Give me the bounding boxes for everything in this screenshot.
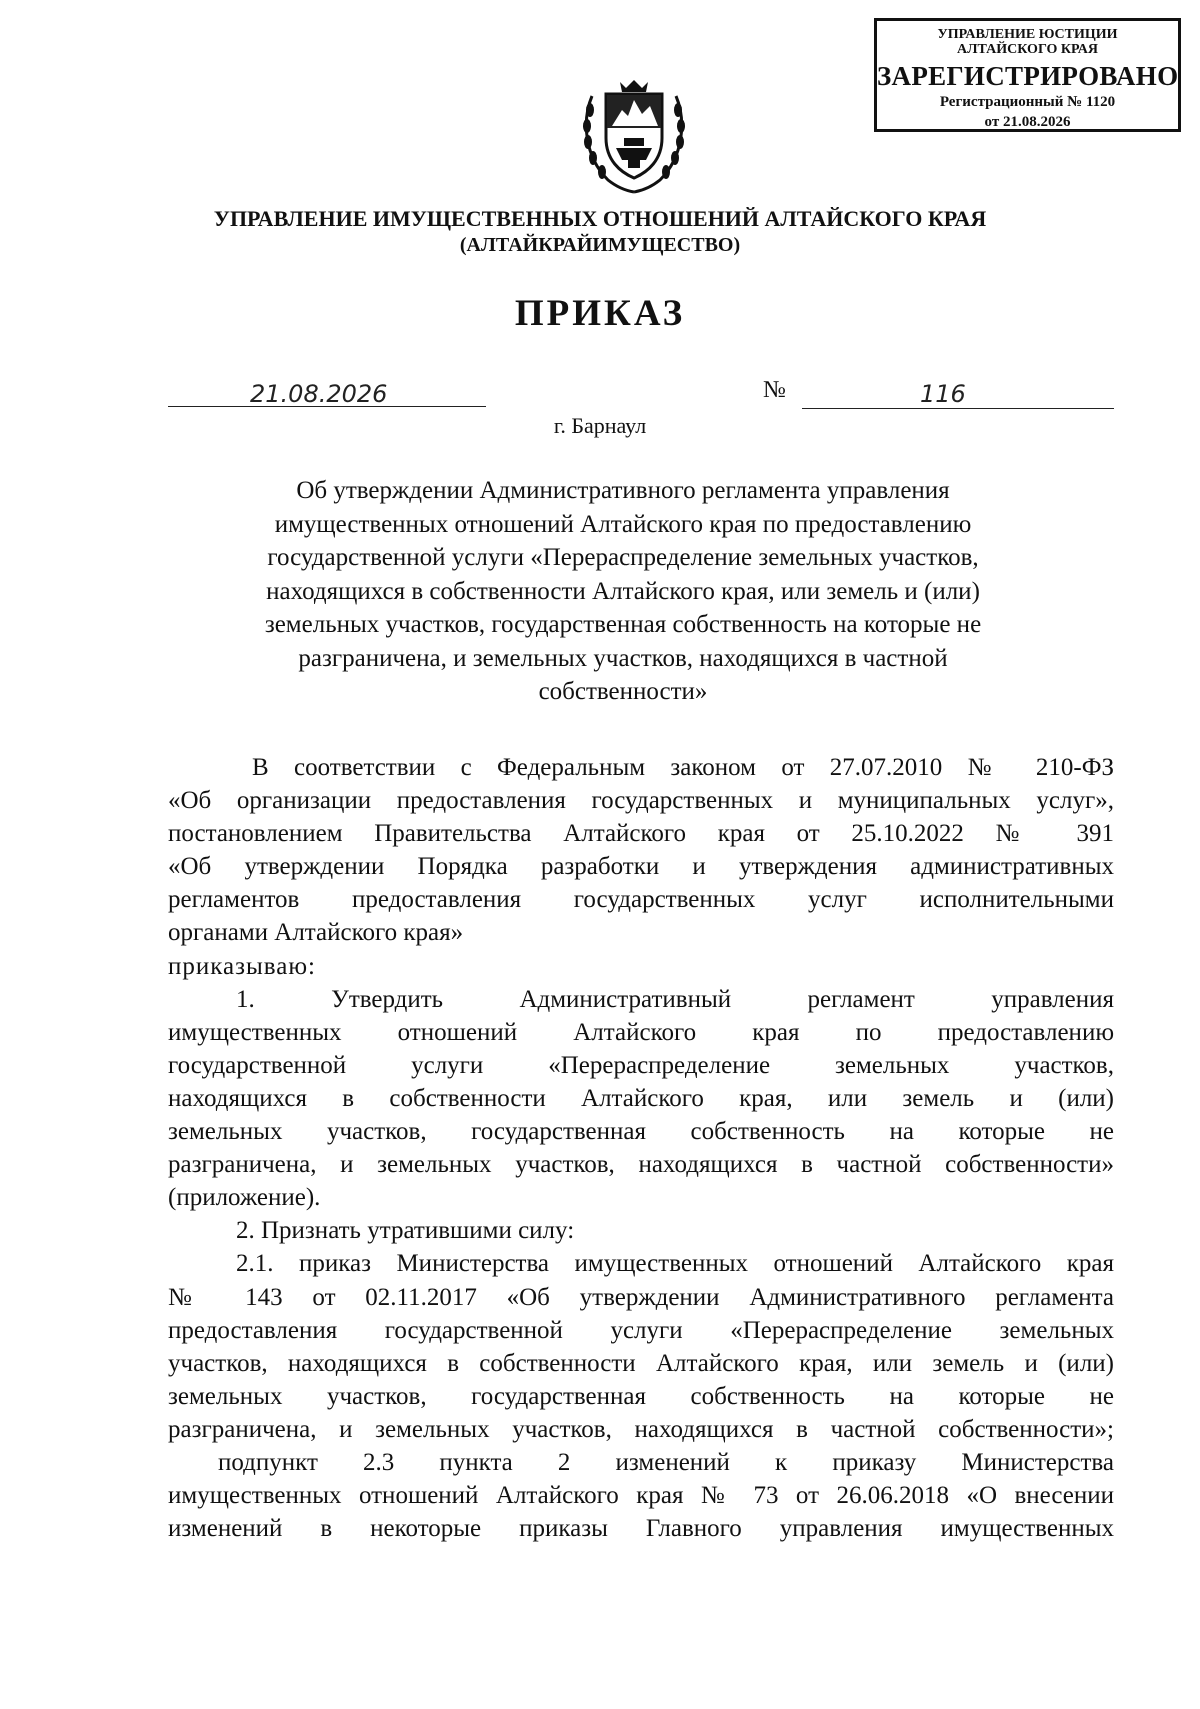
order-word: приказываю: [168, 952, 316, 980]
preamble-line: регламентов предоставления государственных услуг исполнительными [168, 886, 1114, 914]
subject-line: земельных участков, государственная собственность на которые не [264, 611, 982, 638]
item-2-1-line: земельных участков, государственная собственность на которые не [168, 1382, 1114, 1410]
date-underline [168, 406, 486, 407]
stamp-authority [877, 27, 1178, 58]
number-underline [802, 408, 1114, 409]
preamble-line: постановлением Правительства Алтайского края от 25.10.2022 № 391 [168, 820, 1114, 848]
document-title: ПРИКАЗ [514, 293, 686, 334]
item-2-1-line: № 143 от 02.11.2017 «Об утверждении Административного регламента [168, 1283, 1114, 1311]
item-1-line: государственной услуги «Перераспределение земельных участков, [168, 1051, 1114, 1079]
item-2: 2. Признать утратившими силу: [236, 1217, 575, 1245]
item-2-1-line: предоставления государственной услуги «Перераспределение земельных [168, 1316, 1114, 1344]
order-subject [220, 474, 1026, 709]
preamble-line: «Об утверждении Порядка разработки и утверждения административных [168, 853, 1114, 881]
stamp-date: от 21.08.2026 [984, 113, 1071, 130]
item-1-line: (приложение). [168, 1184, 321, 1212]
preamble-line: органами Алтайского края» [168, 919, 464, 947]
subject-line: имущественных отношений Алтайского края по предоставлению [274, 510, 972, 538]
stamp-status: ЗАРЕГИСТРИРОВАНО [877, 60, 1179, 91]
city: г. Барнаул [553, 413, 647, 438]
sub-item-line: имущественных отношений Алтайского края № 73 от 26.06.2018 «О внесении [168, 1482, 1114, 1510]
item-2-1-line: 2.1. приказ Министерства имущественных отношений Алтайского края [236, 1250, 1114, 1278]
item-2-1-line: участков, находящихся в собственности Алтайского края, или земель и (или) [168, 1349, 1114, 1377]
item-1-line: земельных участков, государственная собственность на которые не [168, 1118, 1114, 1146]
subject-line: собственности» [538, 678, 708, 705]
stamp-reg-number: Регистрационный № 1120 [939, 94, 1116, 111]
order-date: 21.08.2026 [250, 380, 388, 408]
item-1-line: имущественных отношений Алтайского края по предоставлению [168, 1018, 1114, 1046]
stamp-authority-line1: УПРАВЛЕНИЕ ЮСТИЦИИ [937, 27, 1118, 42]
registration-stamp [874, 18, 1181, 132]
subject-line: государственной услуги «Перераспределение земельных участков, [267, 544, 979, 571]
order-number: 116 [920, 380, 966, 408]
item-1-line: 1. Утвердить Административный регламент управления [236, 985, 1114, 1013]
subject-line: Об утверждении Административного регламента управления [296, 477, 950, 504]
item-1-line: находящихся в собственности Алтайского края, или земель и (или) [168, 1084, 1114, 1112]
stamp-authority-line2: АЛТАЙСКОГО КРАЯ [956, 42, 1099, 58]
preamble-line: «Об организации предоставления государственных и муниципальных услуг», [168, 787, 1114, 815]
org-name: УПРАВЛЕНИЕ ИМУЩЕСТВЕННЫХ ОТНОШЕНИЙ АЛТАЙСКОГО КРАЯ [213, 206, 987, 231]
item-2-1-line: разграничена, и земельных участков, находящихся в частной собственности»; [168, 1415, 1114, 1443]
item-1-line: разграничена, и земельных участков, находящихся в частной собственности» [168, 1151, 1114, 1179]
order-body [168, 751, 1114, 1545]
sub-item-line: изменений в некоторые приказы Главного управления имущественных [168, 1515, 1114, 1543]
sub-item-line: подпункт 2.3 пункта 2 изменений к приказу Министерства [218, 1448, 1114, 1476]
preamble-line: В соответствии с Федеральным законом от 27.07.2010 № 210-ФЗ [252, 754, 1114, 781]
subject-line: разграничена, и земельных участков, находящихся в частной [298, 644, 948, 672]
org-short-name: (АЛТАЙКРАЙИМУЩЕСТВО) [459, 234, 741, 256]
subject-line: находящихся в собственности Алтайского края, или земель и (или) [266, 577, 980, 605]
number-sign: № [763, 377, 786, 403]
coat-of-arms-icon [578, 76, 690, 196]
